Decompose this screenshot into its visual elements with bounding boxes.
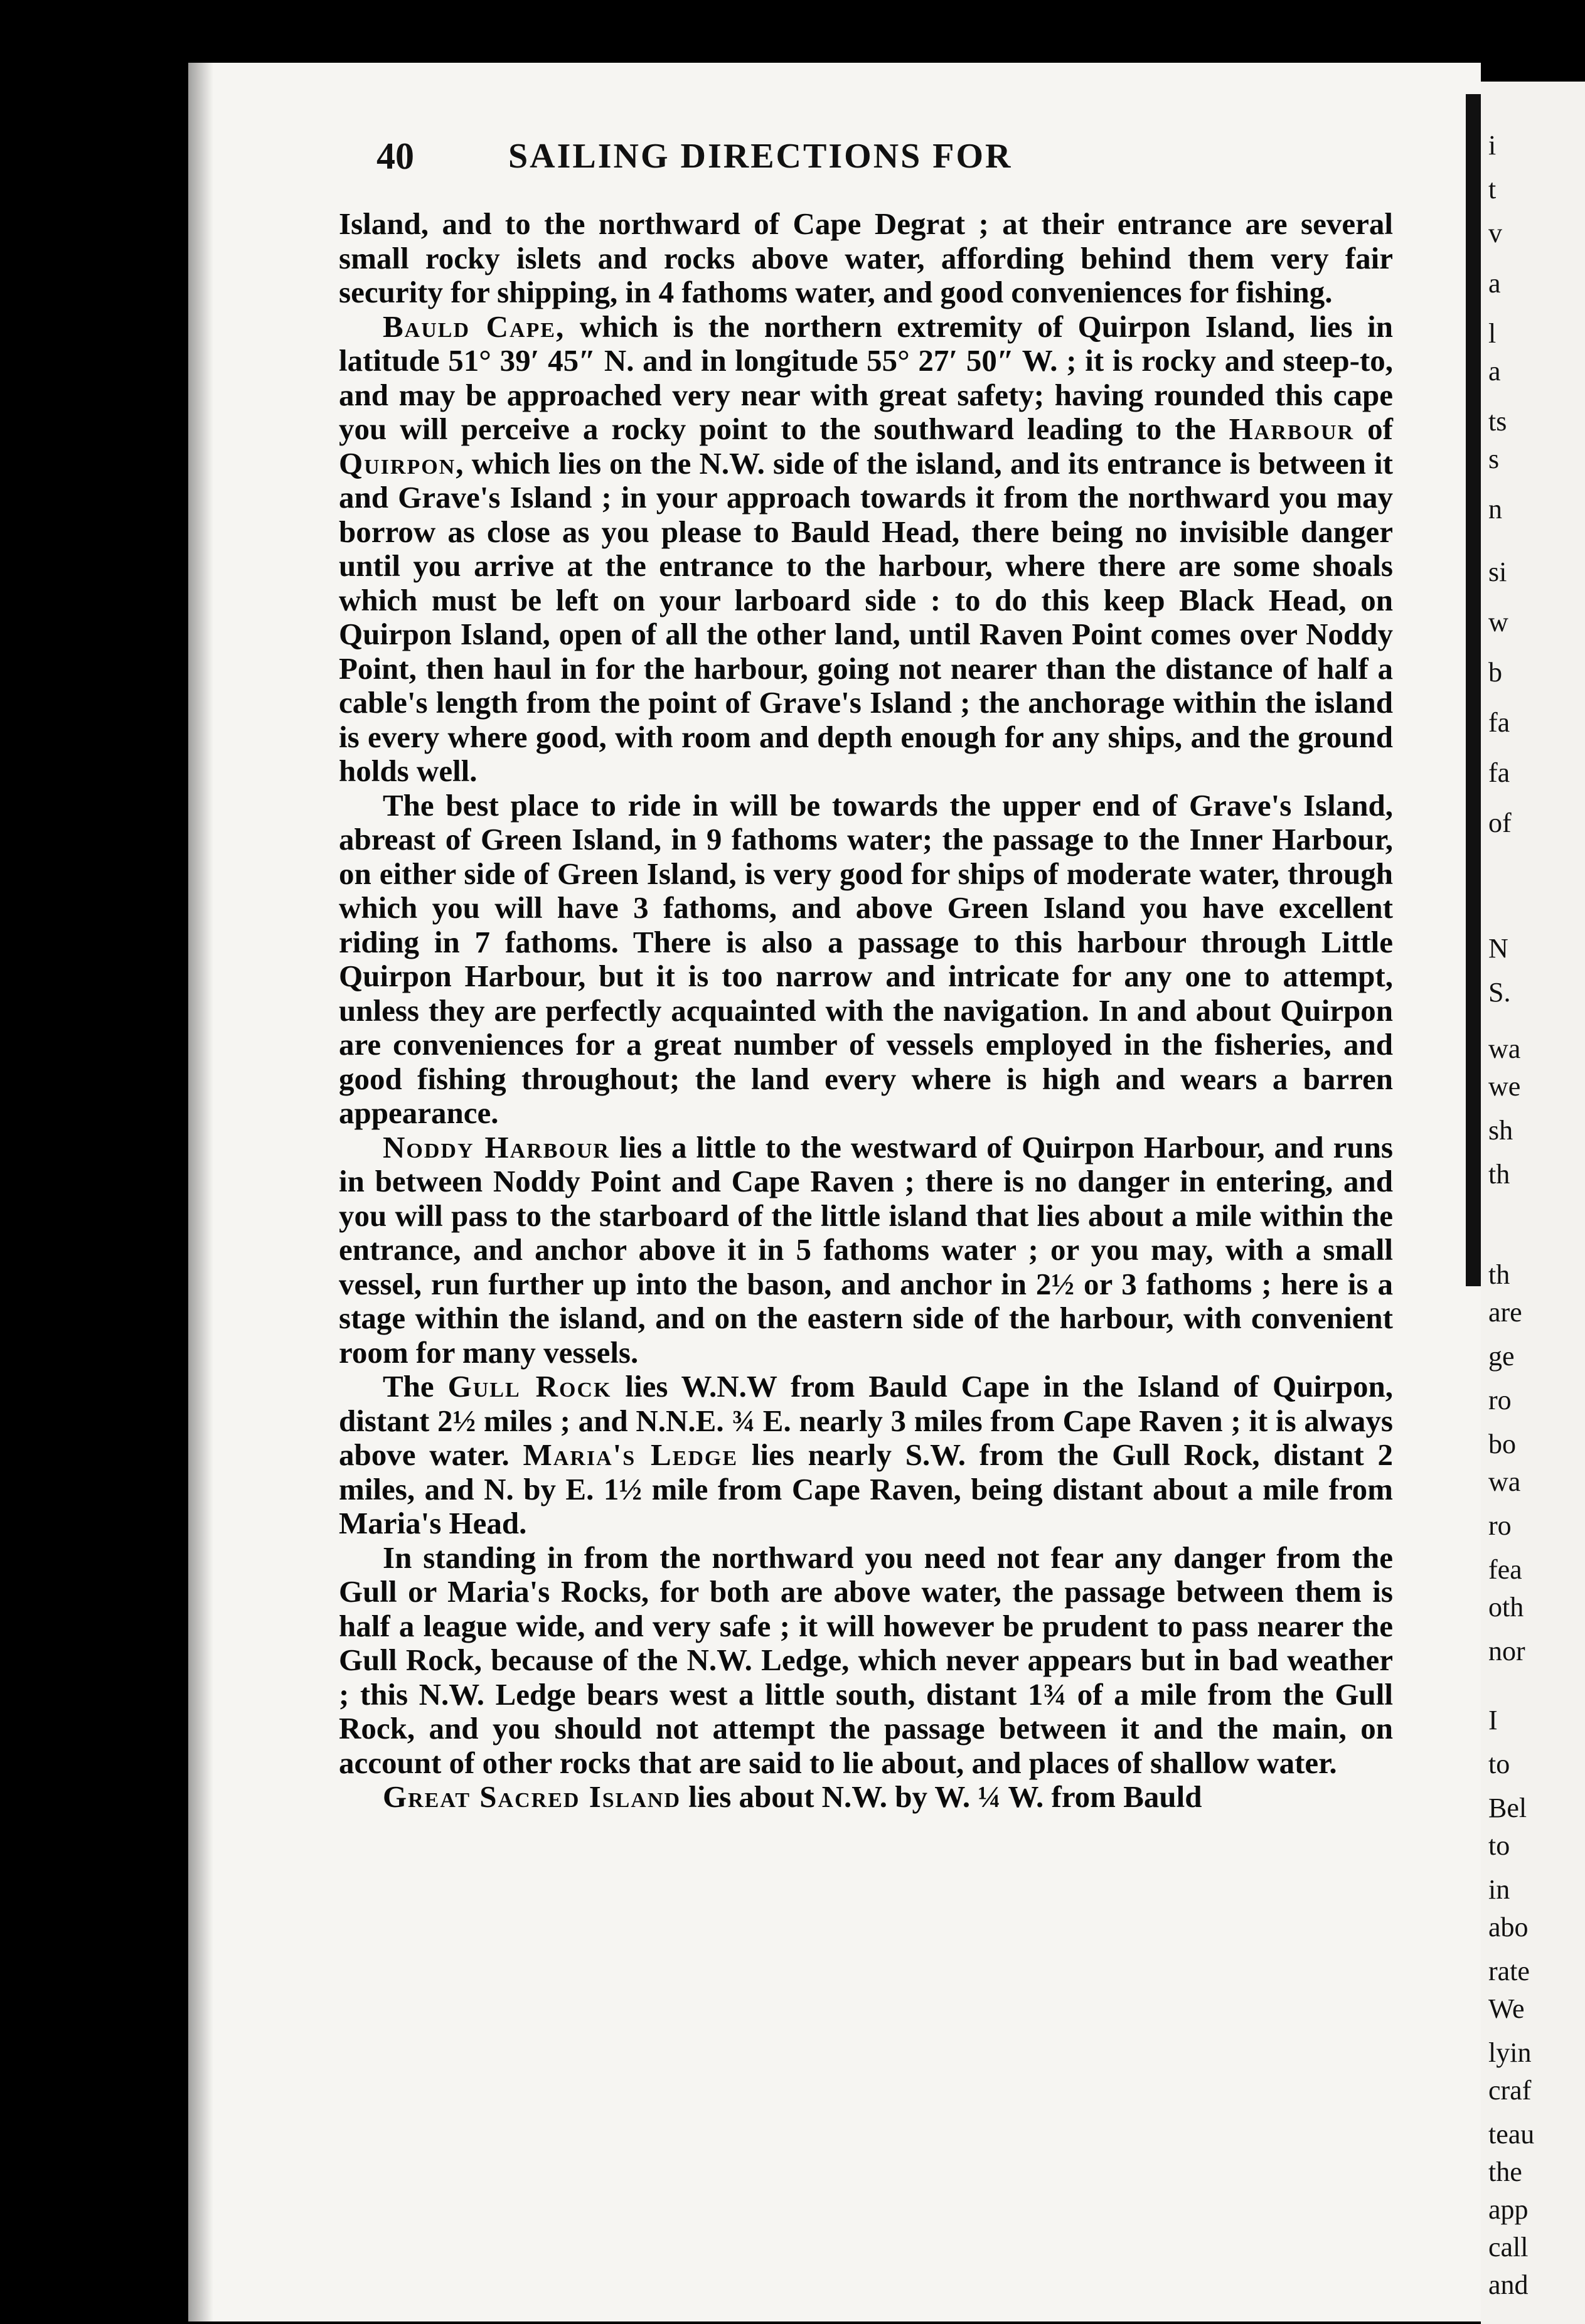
adjacent-page-fragment: ro bbox=[1488, 1510, 1512, 1541]
place-name: Maria's Ledge bbox=[523, 1437, 738, 1472]
adjacent-page-fragment: we bbox=[1488, 1071, 1521, 1102]
adjacent-page-fragment: S. bbox=[1488, 977, 1511, 1008]
paragraph-text: of bbox=[1354, 412, 1393, 446]
paragraph bbox=[339, 1131, 1393, 1370]
adjacent-page-fragment: a bbox=[1488, 356, 1501, 386]
place-name: Quirpon bbox=[339, 445, 456, 481]
adjacent-page-fragment: w bbox=[1488, 607, 1508, 637]
adjacent-page-fragment: th bbox=[1488, 1159, 1510, 1190]
adjacent-page-fragment: bo bbox=[1488, 1429, 1516, 1459]
adjacent-page-fragment: We bbox=[1488, 1993, 1525, 2024]
paragraph bbox=[339, 1541, 1393, 1781]
paragraph bbox=[339, 310, 1393, 789]
adjacent-page-fragment: fa bbox=[1488, 707, 1510, 738]
adjacent-page-fragment: and bbox=[1488, 2269, 1529, 2300]
adjacent-page-fragment: nor bbox=[1488, 1636, 1525, 1666]
adjacent-page-fragment: of bbox=[1488, 808, 1512, 838]
paragraph bbox=[339, 789, 1393, 1131]
paragraph-text: The best place to ride in will be towards the upper end of Grave's Island, abreast of Green Island, in 9 fathoms water; the passage to the Inner Harbour, on either side of Green Island, is very good for ships of moderate water, through which you will have 3 fathoms, and above Green Island you have excellent riding in 7 fathoms. There is also a passage to this harbour through Little Quirpon Harbour, but it is too narrow and intricate for any one to attempt, unless they are perfectly acquainted with the navigation. In and about Quirpon are conveniences for a great number of vessels employed in the fisheries, and good fishing throughout; the land every where is high and wears a barren appearance. bbox=[339, 787, 1393, 1130]
paragraph-text: Island, and to the northward of Cape Degrat ; at their entrance are several small rocky islets and rocks above water, affording behind them very fair security for shipping, in 4 fathoms water, and good conveniences for fishing. bbox=[339, 206, 1393, 309]
adjacent-page-fragment: si bbox=[1488, 557, 1507, 587]
adjacent-page-fragment: Bel bbox=[1488, 1793, 1527, 1823]
paragraph-text: lies nearly S.W. from the Gull Rock, distant 2 miles, and N. by E. 1½ mile from Cape Raven, being distant about a mile from Maria's Head. bbox=[339, 1437, 1394, 1540]
adjacent-page-fragment: i bbox=[1488, 130, 1497, 161]
adjacent-page-fragment: abo bbox=[1488, 1912, 1529, 1943]
adjacent-page-fragment: sh bbox=[1488, 1115, 1513, 1146]
adjacent-page-fragment: craf bbox=[1488, 2075, 1532, 2106]
place-name: Great Sacred Island bbox=[383, 1779, 681, 1814]
adjacent-page-fragment: teau bbox=[1488, 2119, 1535, 2150]
paragraph-text: lies a little to the westward of Quirpon Harbour, and runs in between Noddy Point and Cape Raven ; there is no danger in entering, and you will pass to the starboard of the little island that lies about a mile within the entrance, and anchor above it in 5 fathoms water ; or you may, with a small vessel, run further up into the bason, and anchor in 2½ or 3 fathoms ; here is a stage within the island, and on the eastern side of the harbour, with convenient room for many vessels. bbox=[339, 1129, 1393, 1370]
adjacent-page-fragment: ts bbox=[1488, 406, 1507, 437]
paragraph bbox=[339, 1370, 1393, 1541]
adjacent-page-fragment: wa bbox=[1488, 1033, 1521, 1064]
paragraph-text: In standing in from the northward you need not fear any danger from the Gull or Maria's Rocks, for both are above water, the passage between them is half a league wide, and very safe ; it will however be prudent to pass nearer the Gull Rock, because of the N.W. Ledge, which never appears but in bad weather ; this N.W. Ledge bears west a little south, distant 1¾ of a mile from the Gull Rock, and you should not attempt the passage between it and the main, on account of other rocks that are said to lie about, and places of shallow water. bbox=[339, 1540, 1393, 1780]
adjacent-page-fragment: a bbox=[1488, 268, 1501, 299]
adjacent-page-fragment: oth bbox=[1488, 1592, 1524, 1623]
adjacent-page-fragment: ro bbox=[1488, 1385, 1512, 1415]
paragraph bbox=[339, 1780, 1393, 1815]
adjacent-page-fragment: b bbox=[1488, 657, 1502, 688]
place-name: Gull Rock bbox=[447, 1369, 612, 1404]
paragraph bbox=[339, 207, 1393, 310]
adjacent-page-fragment: t bbox=[1488, 174, 1497, 205]
adjacent-page-fragment: N bbox=[1488, 933, 1508, 964]
gutter-shadow bbox=[188, 63, 213, 2321]
paragraph-text: , which lies on the N.W. side of the island, and its entrance is between it and Grave's Island ; in your approach towards it from the northward you may borrow as close as you please to Bauld Head, there being no invisible danger until you arrive at the entrance to the harbour, where there are some shoals which must be left on your larboard side : to do this keep Black Head, on Quirpon Island, open of all the other land, until Raven Point comes over Noddy Point, then haul in for the harbour, going not nearer than the distance of half a cable's length from the point of Grave's Island ; the anchorage within the island is every where good, with room and depth enough for any ships, and the ground holds well. bbox=[339, 445, 1393, 788]
adjacent-page-fragment: the bbox=[1488, 2156, 1522, 2187]
adjacent-page-fragment: app bbox=[1488, 2194, 1529, 2225]
adjacent-page-fragment: to bbox=[1488, 1749, 1510, 1779]
adjacent-page-fragment: call bbox=[1488, 2232, 1529, 2263]
page-header bbox=[376, 135, 1380, 191]
adjacent-page-fragment: to bbox=[1488, 1830, 1510, 1861]
adjacent-page-fragment: ge bbox=[1488, 1341, 1515, 1372]
place-name: Harbour bbox=[1229, 412, 1355, 446]
adjacent-page-fragment: fea bbox=[1488, 1554, 1522, 1585]
paragraph-text: lies W.N.W from Bauld Cape in the Island of Quirpon, distant 2½ miles ; and N.N.E. ¾ E. nearly 3 miles from Cape Raven ; it is always above water. bbox=[339, 1369, 1394, 1472]
page-edge-strip bbox=[1466, 94, 1481, 1286]
adjacent-page-fragment: in bbox=[1488, 1874, 1510, 1905]
body-text bbox=[339, 207, 1393, 1815]
adjacent-page-fragment: rate bbox=[1488, 1956, 1530, 1986]
paragraph-text: which is the northern extremity of Quirpon Island, lies in latitude 51° 39′ 45″ N. and in longitude 55° 27′ 50″ W. ; it is rocky and steep-to, and may be approached very near with great safety; having rounded this cape you will perceive a rocky point to the southward leading to the bbox=[339, 309, 1393, 446]
adjacent-page-fragment: fa bbox=[1488, 757, 1510, 788]
place-name: Noddy Harbour bbox=[383, 1129, 610, 1165]
paragraph-text: The bbox=[383, 1369, 448, 1404]
adjacent-page-fragment: v bbox=[1488, 218, 1502, 248]
page-number: 40 bbox=[376, 136, 414, 177]
paragraph-text: lies about N.W. by W. ¼ W. from Bauld bbox=[681, 1779, 1202, 1814]
adjacent-page-edge bbox=[1481, 82, 1585, 2324]
adjacent-page-fragment: I bbox=[1488, 1705, 1498, 1735]
adjacent-page-fragment: are bbox=[1488, 1297, 1522, 1328]
adjacent-page-fragment: wa bbox=[1488, 1466, 1521, 1497]
adjacent-page-fragment: th bbox=[1488, 1259, 1510, 1290]
adjacent-page-fragment: lyin bbox=[1488, 2037, 1532, 2068]
adjacent-page-fragment: s bbox=[1488, 444, 1500, 474]
place-name: Bauld Cape, bbox=[383, 309, 565, 344]
running-title: SAILING DIRECTIONS FOR bbox=[508, 137, 1013, 176]
adjacent-page-fragment: l bbox=[1488, 318, 1497, 349]
adjacent-page-fragment: n bbox=[1488, 494, 1502, 525]
